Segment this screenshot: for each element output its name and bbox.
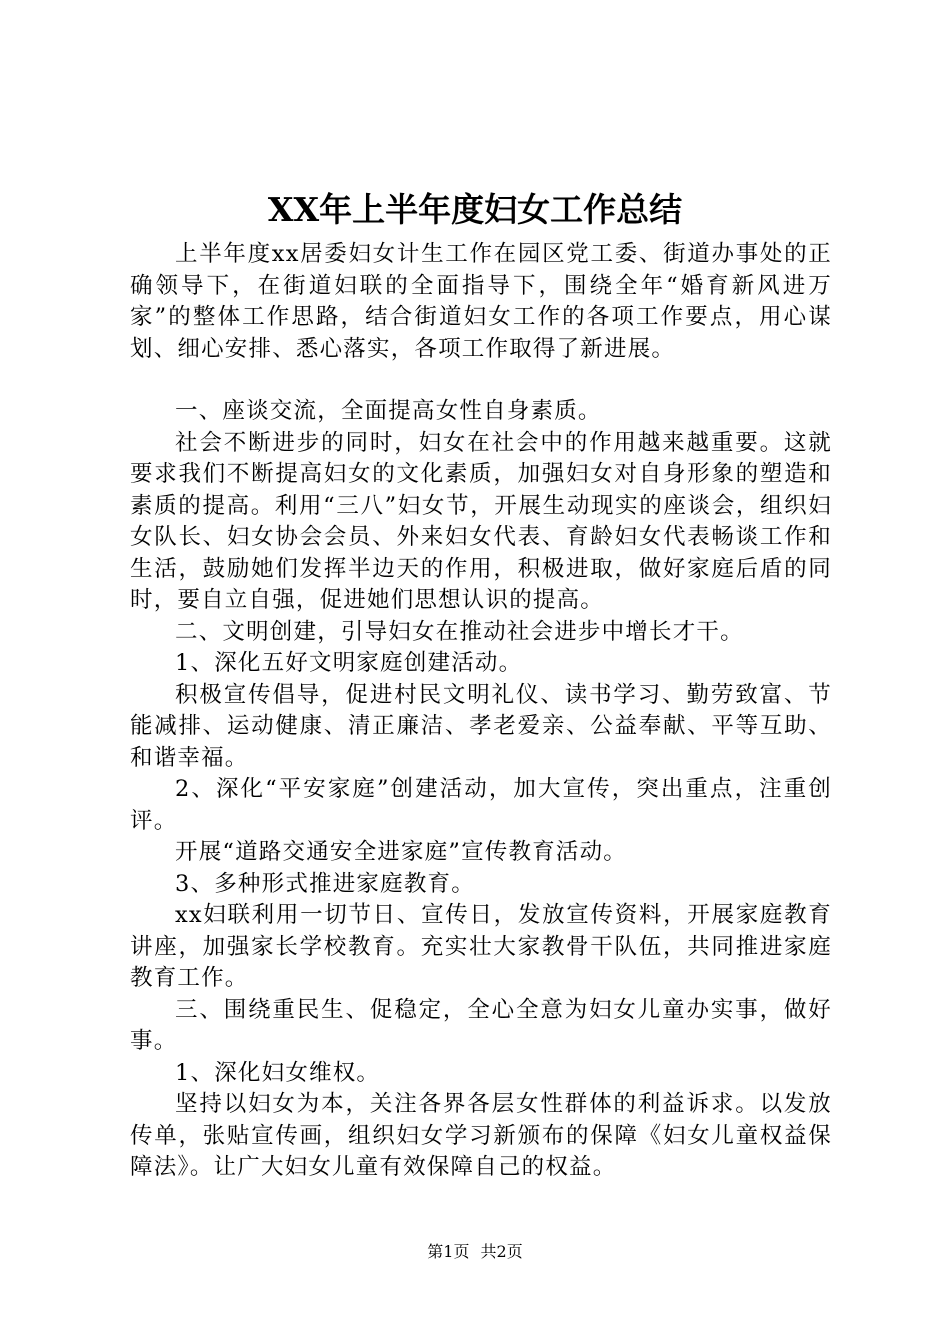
paragraph: xx妇联利用一切节日、宣传日，发放宣传资料，开展家庭教育讲座，加强家长学校教育。充实壮大家教骨干队伍，共同推进家庭教育工作。 [130, 902, 832, 991]
subheading: 2、深化“平安家庭”创建活动，加大宣传，突出重点，注重创评。 [130, 776, 832, 834]
section-heading-1: 一、座谈交流，全面提高女性自身素质。 [175, 398, 602, 424]
paragraph-intro: 上半年度xx居委妇女计生工作在园区党工委、街道办事处的正确领导下，在街道妇联的全面指导下，围绕全年“婚育新风进万家”的整体工作思路，结合街道妇女工作的各项工作要点，用心谋划、细心安排、悉心落实，各项工作取得了新进展。 [130, 241, 832, 362]
section-heading-3: 三、围绕重民生、促稳定，全心全意为妇女儿童办实事，做好事。 [130, 996, 832, 1054]
section-heading-2: 二、文明创建，引导妇女在推动社会进步中增长才干。 [175, 618, 744, 645]
document-body [130, 239, 832, 1184]
subheading: 1、深化五好文明家庭创建活动。 [175, 650, 523, 676]
page-total: 共2页 [480, 1242, 523, 1261]
paragraph: 积极宣传倡导，促进村民文明礼仪、读书学习、勤劳致富、节能减排、运动健康、清正廉洁、孝老爱亲、公益奉献、平等互助、和谐幸福。 [130, 681, 832, 771]
page-number: 第1页 [427, 1242, 470, 1261]
subheading: 3、多种形式推进家庭教育。 [175, 870, 475, 897]
paragraph: 社会不断进步的同时，妇女在社会中的作用越来越重要。这就要求我们不断提高妇女的文化素质，加强妇女对自身形象的塑造和素质的提高。利用“三八”妇女节，开展生动现实的座谈会，组织妇女队长、妇女协会会员、外来妇女代表、育龄妇女代表畅谈工作和生活，鼓励她们发挥半边天的作用，积极进取，做好家庭后盾的同时，要自立自强，促进她们思想认识的提高。 [130, 429, 832, 613]
subheading: 1、深化妇女维权。 [175, 1059, 381, 1086]
page-footer [0, 1240, 950, 1264]
paragraph: 开展“道路交通安全进家庭”宣传教育活动。 [175, 839, 628, 865]
document-title: XX年上半年度妇女工作总结 [267, 190, 683, 229]
paragraph: 坚持以妇女为本，关注各界各层女性群体的利益诉求。以发放传单，张贴宣传画，组织妇女学习新颁布的保障《妇女儿童权益保障法》。让广大妇女儿童有效保障自己的权益。 [130, 1091, 832, 1180]
